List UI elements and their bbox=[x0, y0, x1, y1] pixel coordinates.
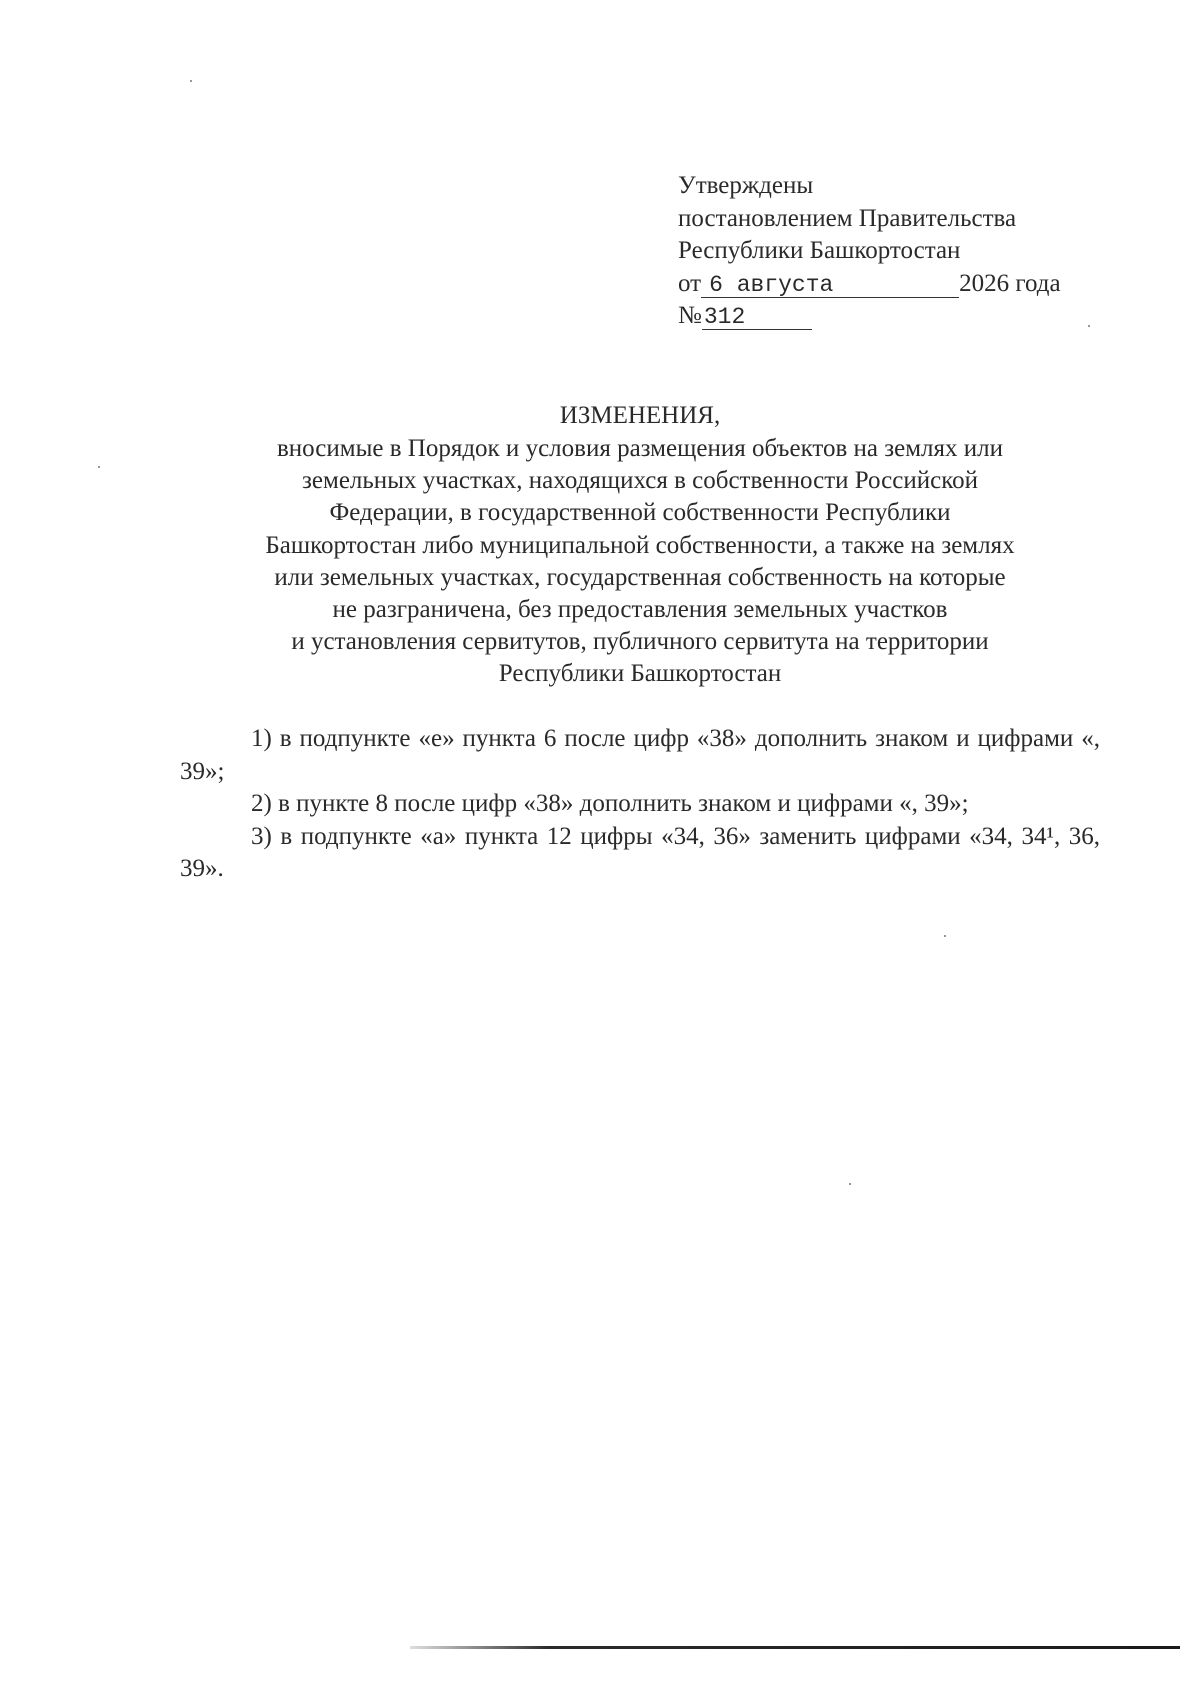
date-field: 6 августа bbox=[701, 273, 959, 298]
approval-date-line bbox=[678, 268, 1098, 301]
amendment-list bbox=[180, 723, 1100, 886]
scan-speck bbox=[849, 1183, 851, 1185]
document-subtitle bbox=[180, 433, 1100, 691]
number-field: 312 bbox=[702, 305, 812, 330]
subtitle-line: не разграничена, без предоставления земельных участков bbox=[332, 596, 948, 624]
document-heading: ИЗМЕНЕНИЯ, bbox=[559, 402, 721, 429]
subtitle-line: Башкортостан либо муниципальной собственности, а также на землях bbox=[265, 531, 1015, 559]
subtitle-line: земельных участках, находящихся в собственности Российской bbox=[302, 467, 978, 495]
subtitle-line: Республики Башкортостан bbox=[498, 660, 782, 688]
approval-stamp bbox=[678, 170, 1098, 333]
approval-line-republic: Республики Башкортостан bbox=[678, 237, 961, 264]
amendment-item: 3) в подпункте «а» пункта 12 цифры «34, 36» заменить цифрами «34, 34¹, 36, 39». bbox=[180, 822, 1100, 882]
date-prefix: от bbox=[678, 269, 702, 297]
approval-line-approved: Утверждены bbox=[678, 172, 814, 199]
scan-speck bbox=[98, 466, 100, 468]
scan-speck bbox=[1088, 325, 1090, 327]
subtitle-line: и установления сервитутов, публичного сервитута на территории bbox=[291, 628, 989, 656]
scan-speck bbox=[944, 935, 946, 937]
bottom-rule bbox=[410, 1646, 1180, 1649]
amendment-item: 1) в подпункте «е» пункта 6 после цифр «38» дополнить знаком и цифрами «, 39»; bbox=[180, 725, 1100, 785]
scan-speck bbox=[190, 80, 192, 82]
amendment-item: 2) в пункте 8 после цифр «38» дополнить знаком и цифрами «, 39»; bbox=[251, 790, 969, 817]
number-prefix: № bbox=[678, 302, 702, 329]
year-suffix: 2026 года bbox=[959, 269, 1061, 297]
subtitle-line: или земельных участках, государственная собственность на которые bbox=[274, 563, 1006, 591]
approval-line-resolution: постановлением Правительства bbox=[678, 204, 1017, 232]
approval-number-line bbox=[678, 300, 1098, 333]
subtitle-line: вносимые в Порядок и условия размещения объектов на землях или bbox=[276, 435, 1004, 462]
subtitle-line: Федерации, в государственной собственности Республики bbox=[329, 499, 951, 527]
